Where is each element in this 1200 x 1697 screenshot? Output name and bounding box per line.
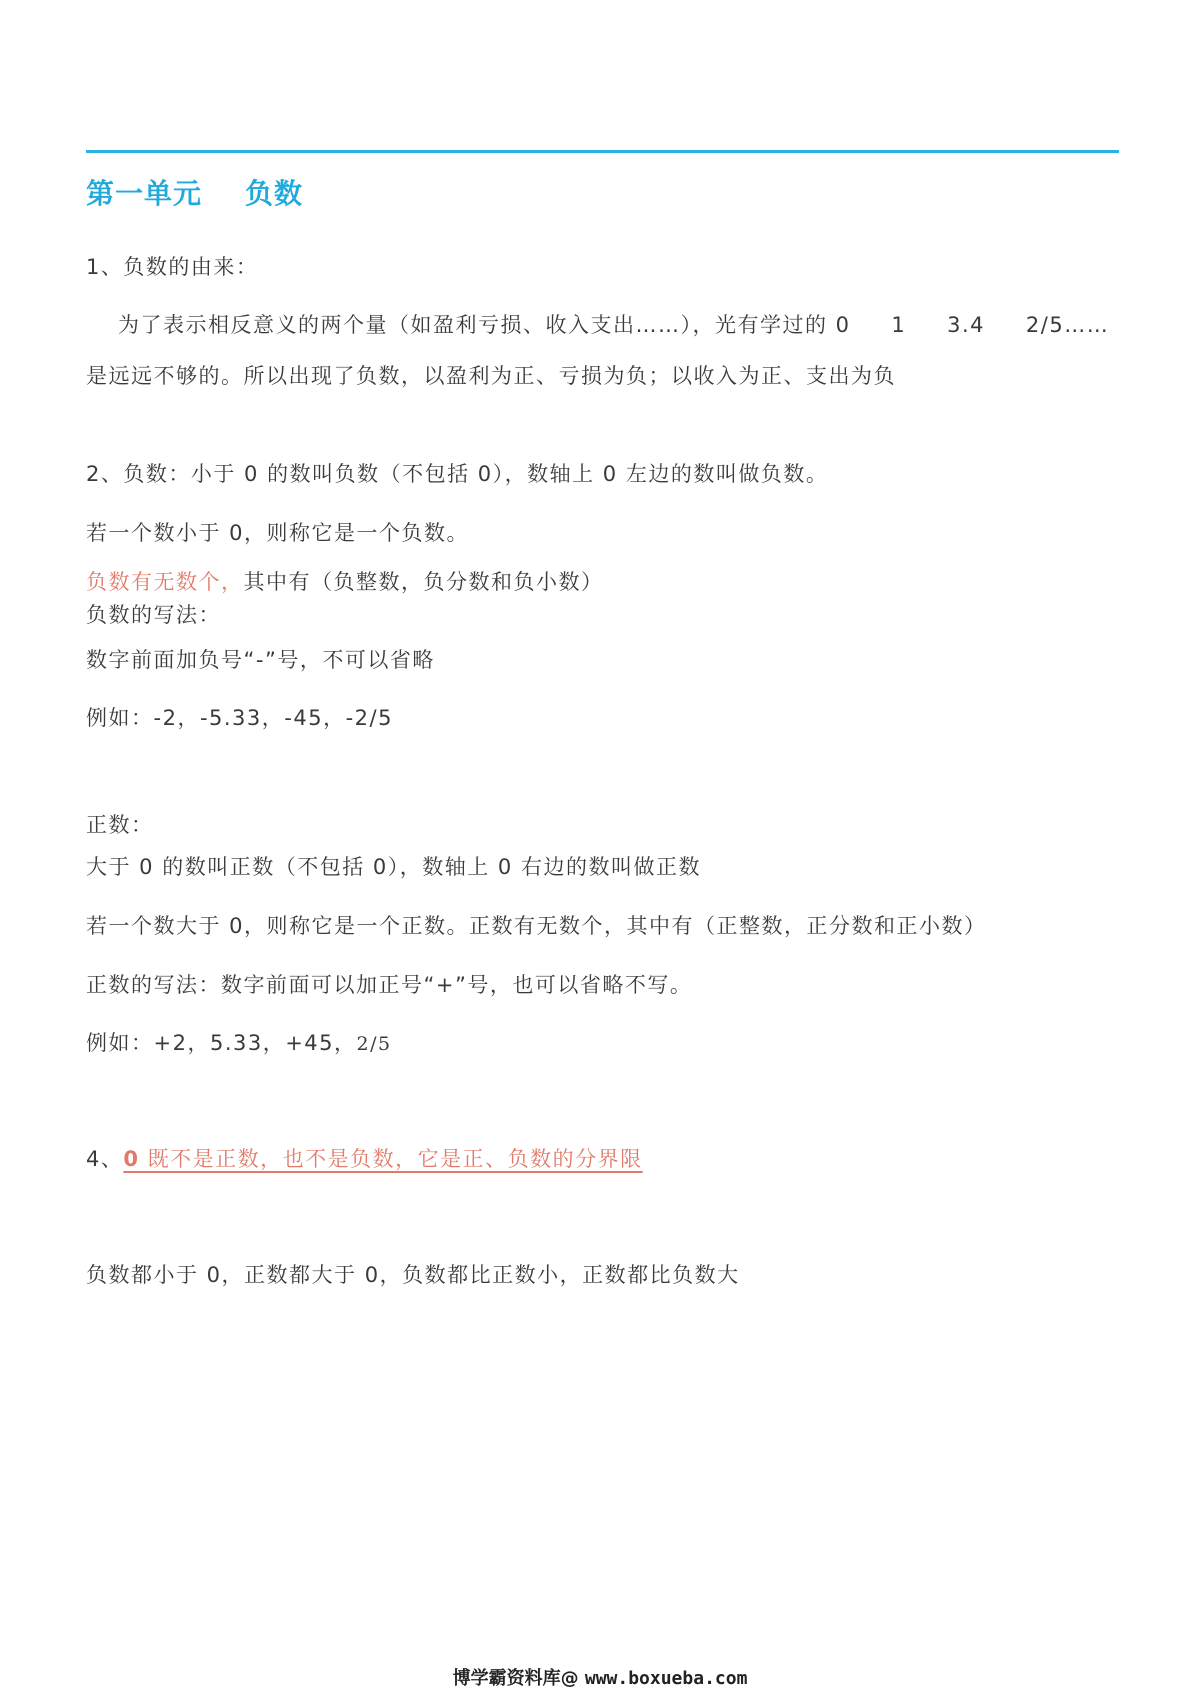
section3-heading: 正数： <box>86 813 154 837</box>
zero-number: 0 <box>123 1147 140 1171</box>
section2-line2 <box>86 567 604 597</box>
section2-examples: 例如：-2，-5.33，-45，-2/5 <box>86 706 393 730</box>
footer-brand: 博学霸资料库@ <box>452 1668 585 1689</box>
section3-examples <box>86 1028 392 1059</box>
positive-examples-tail: 2/5 <box>356 1033 392 1055</box>
section2-heading: 2、负数：小于 0 的数叫负数（不包括 0），数轴上 0 左边的数叫做负数。 <box>86 462 829 486</box>
section2-line3: 负数的写法： <box>86 603 221 627</box>
section3-line2: 若一个数大于 0，则称它是一个正数。正数有无数个，其中有（正整数，正分数和正小数） <box>86 914 987 938</box>
positive-examples-main: 例如：+2，5.33，+45， <box>86 1031 357 1055</box>
section3-line3: 正数的写法：数字前面可以加正号“+”号，也可以省略不写。 <box>86 973 693 997</box>
chapter-title: 第一单元 负数 <box>86 177 303 210</box>
section4-line <box>86 1144 643 1174</box>
section3-line1: 大于 0 的数叫正数（不包括 0），数轴上 0 右边的数叫做正数 <box>86 855 701 879</box>
section1-heading: 1、负数的由来： <box>86 255 259 279</box>
negative-infinite-highlight: 负数有无数个， <box>86 570 244 594</box>
zero-boundary-statement <box>123 1147 642 1171</box>
section4-prefix: 4、 <box>86 1147 124 1171</box>
summary-line: 负数都小于 0，正数都大于 0，负数都比正数小，正数都比负数大 <box>86 1263 740 1287</box>
section2-line1: 若一个数小于 0，则称它是一个负数。 <box>86 521 470 545</box>
section2-line4: 数字前面加负号“-”号，不可以省略 <box>86 648 435 672</box>
section1-paragraph-line1: 为了表示相反意义的两个量（如盈利亏损、收入支出……），光有学过的 0 1 3.4 2/5…… <box>118 313 1110 337</box>
footer-watermark <box>0 1664 1200 1690</box>
footer-url: www.boxueba.com <box>584 1668 748 1689</box>
section1-paragraph-line2: 是远远不够的。所以出现了负数，以盈利为正、亏损为负；以收入为正、支出为负 <box>86 364 896 388</box>
top-divider <box>86 150 1119 153</box>
negative-types-text: 其中有（负整数，负分数和负小数） <box>243 570 604 594</box>
zero-boundary-text: 既不是正数，也不是负数，它是正、负数的分界限 <box>139 1147 643 1171</box>
